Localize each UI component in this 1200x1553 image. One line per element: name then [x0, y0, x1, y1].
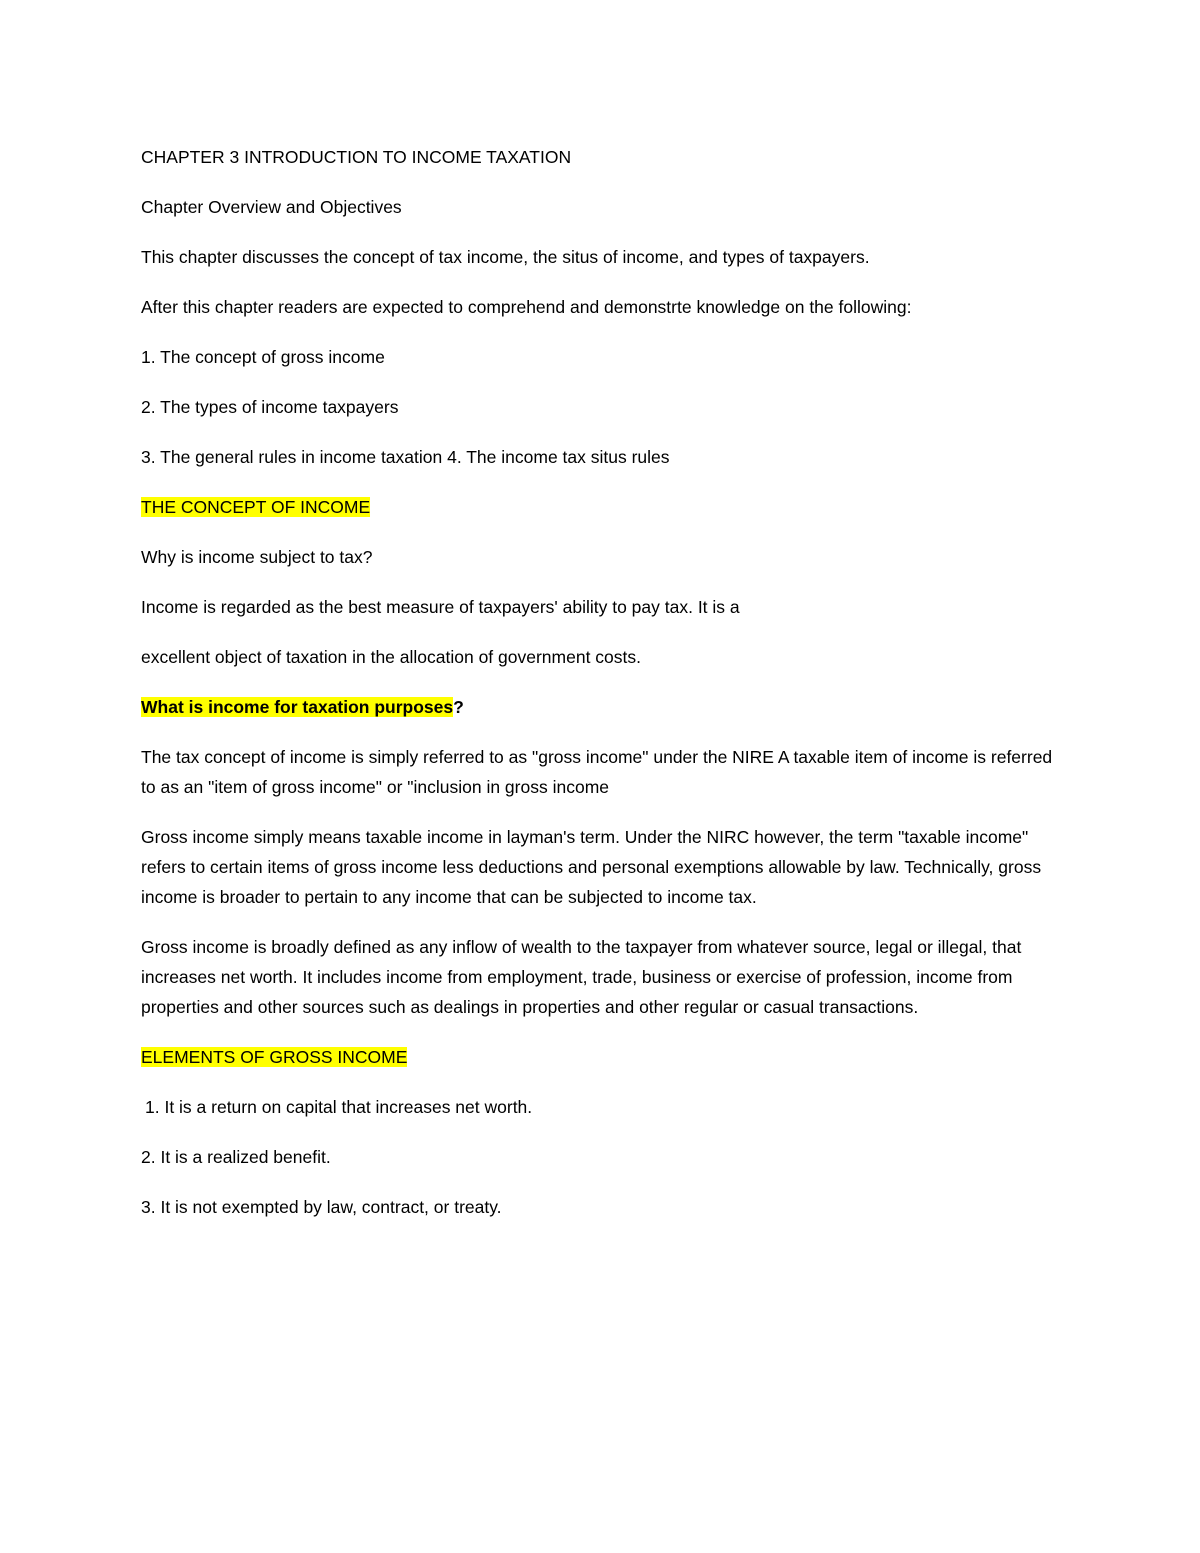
highlighted-heading: THE CONCEPT OF INCOME	[141, 497, 371, 517]
paragraph-tax-concept: The tax concept of income is simply referred to as "gross income" under the NIRE A taxable item of income is referred to as an "item of gross income" or "inclusion in gross income	[141, 747, 1053, 797]
answer-line-1: Income is regarded as the best measure of taxpayers' ability to pay tax. It is a	[141, 597, 740, 617]
question-mark: ?	[453, 697, 464, 717]
objective-item: 2. The types of income taxpayers	[141, 397, 399, 417]
section-heading-concept-of-income	[141, 492, 1061, 522]
expectation-paragraph: After this chapter readers are expected to comprehend and demonstrte knowledge on the following:	[141, 297, 912, 317]
element-item: 1. It is a return on capital that increases net worth.	[145, 1097, 533, 1117]
paragraph-gross-income-defined: Gross income is broadly defined as any inflow of wealth to the taxpayer from whatever source, legal or illegal, that increases net worth. It includes income from employment, trade, business or exercise of profession, income from properties and other sources such as dealings in properties and other regular or casual transactions.	[141, 937, 1022, 1017]
overview-heading: Chapter Overview and Objectives	[141, 197, 402, 217]
paragraph-gross-income-meaning: Gross income simply means taxable income in layman's term. Under the NIRC however, the term "taxable income" refers to certain items of gross income less deductions and personal exemptions allowable by law. Technically, gross income is broader to pertain to any income that can be subjected to income tax.	[141, 827, 1042, 907]
intro-paragraph: This chapter discusses the concept of tax income, the situs of income, and types of taxpayers.	[141, 247, 870, 267]
highlighted-heading: ELEMENTS OF GROSS INCOME	[141, 1047, 408, 1067]
question-why-income-taxed: Why is income subject to tax?	[141, 547, 373, 567]
section-heading-elements	[141, 1042, 1061, 1072]
answer-line-2: excellent object of taxation in the allocation of government costs.	[141, 647, 642, 667]
element-item: 2. It is a realized benefit.	[141, 1147, 331, 1167]
objective-item: 3. The general rules in income taxation 4. The income tax situs rules	[141, 447, 670, 467]
question-what-is-income	[141, 692, 1061, 722]
highlighted-question: What is income for taxation purposes	[141, 697, 454, 717]
element-item: 3. It is not exempted by law, contract, or treaty.	[141, 1197, 502, 1217]
objective-item: 1. The concept of gross income	[141, 347, 385, 367]
document-body	[141, 142, 1061, 1242]
chapter-title: CHAPTER 3 INTRODUCTION TO INCOME TAXATION	[141, 147, 572, 167]
